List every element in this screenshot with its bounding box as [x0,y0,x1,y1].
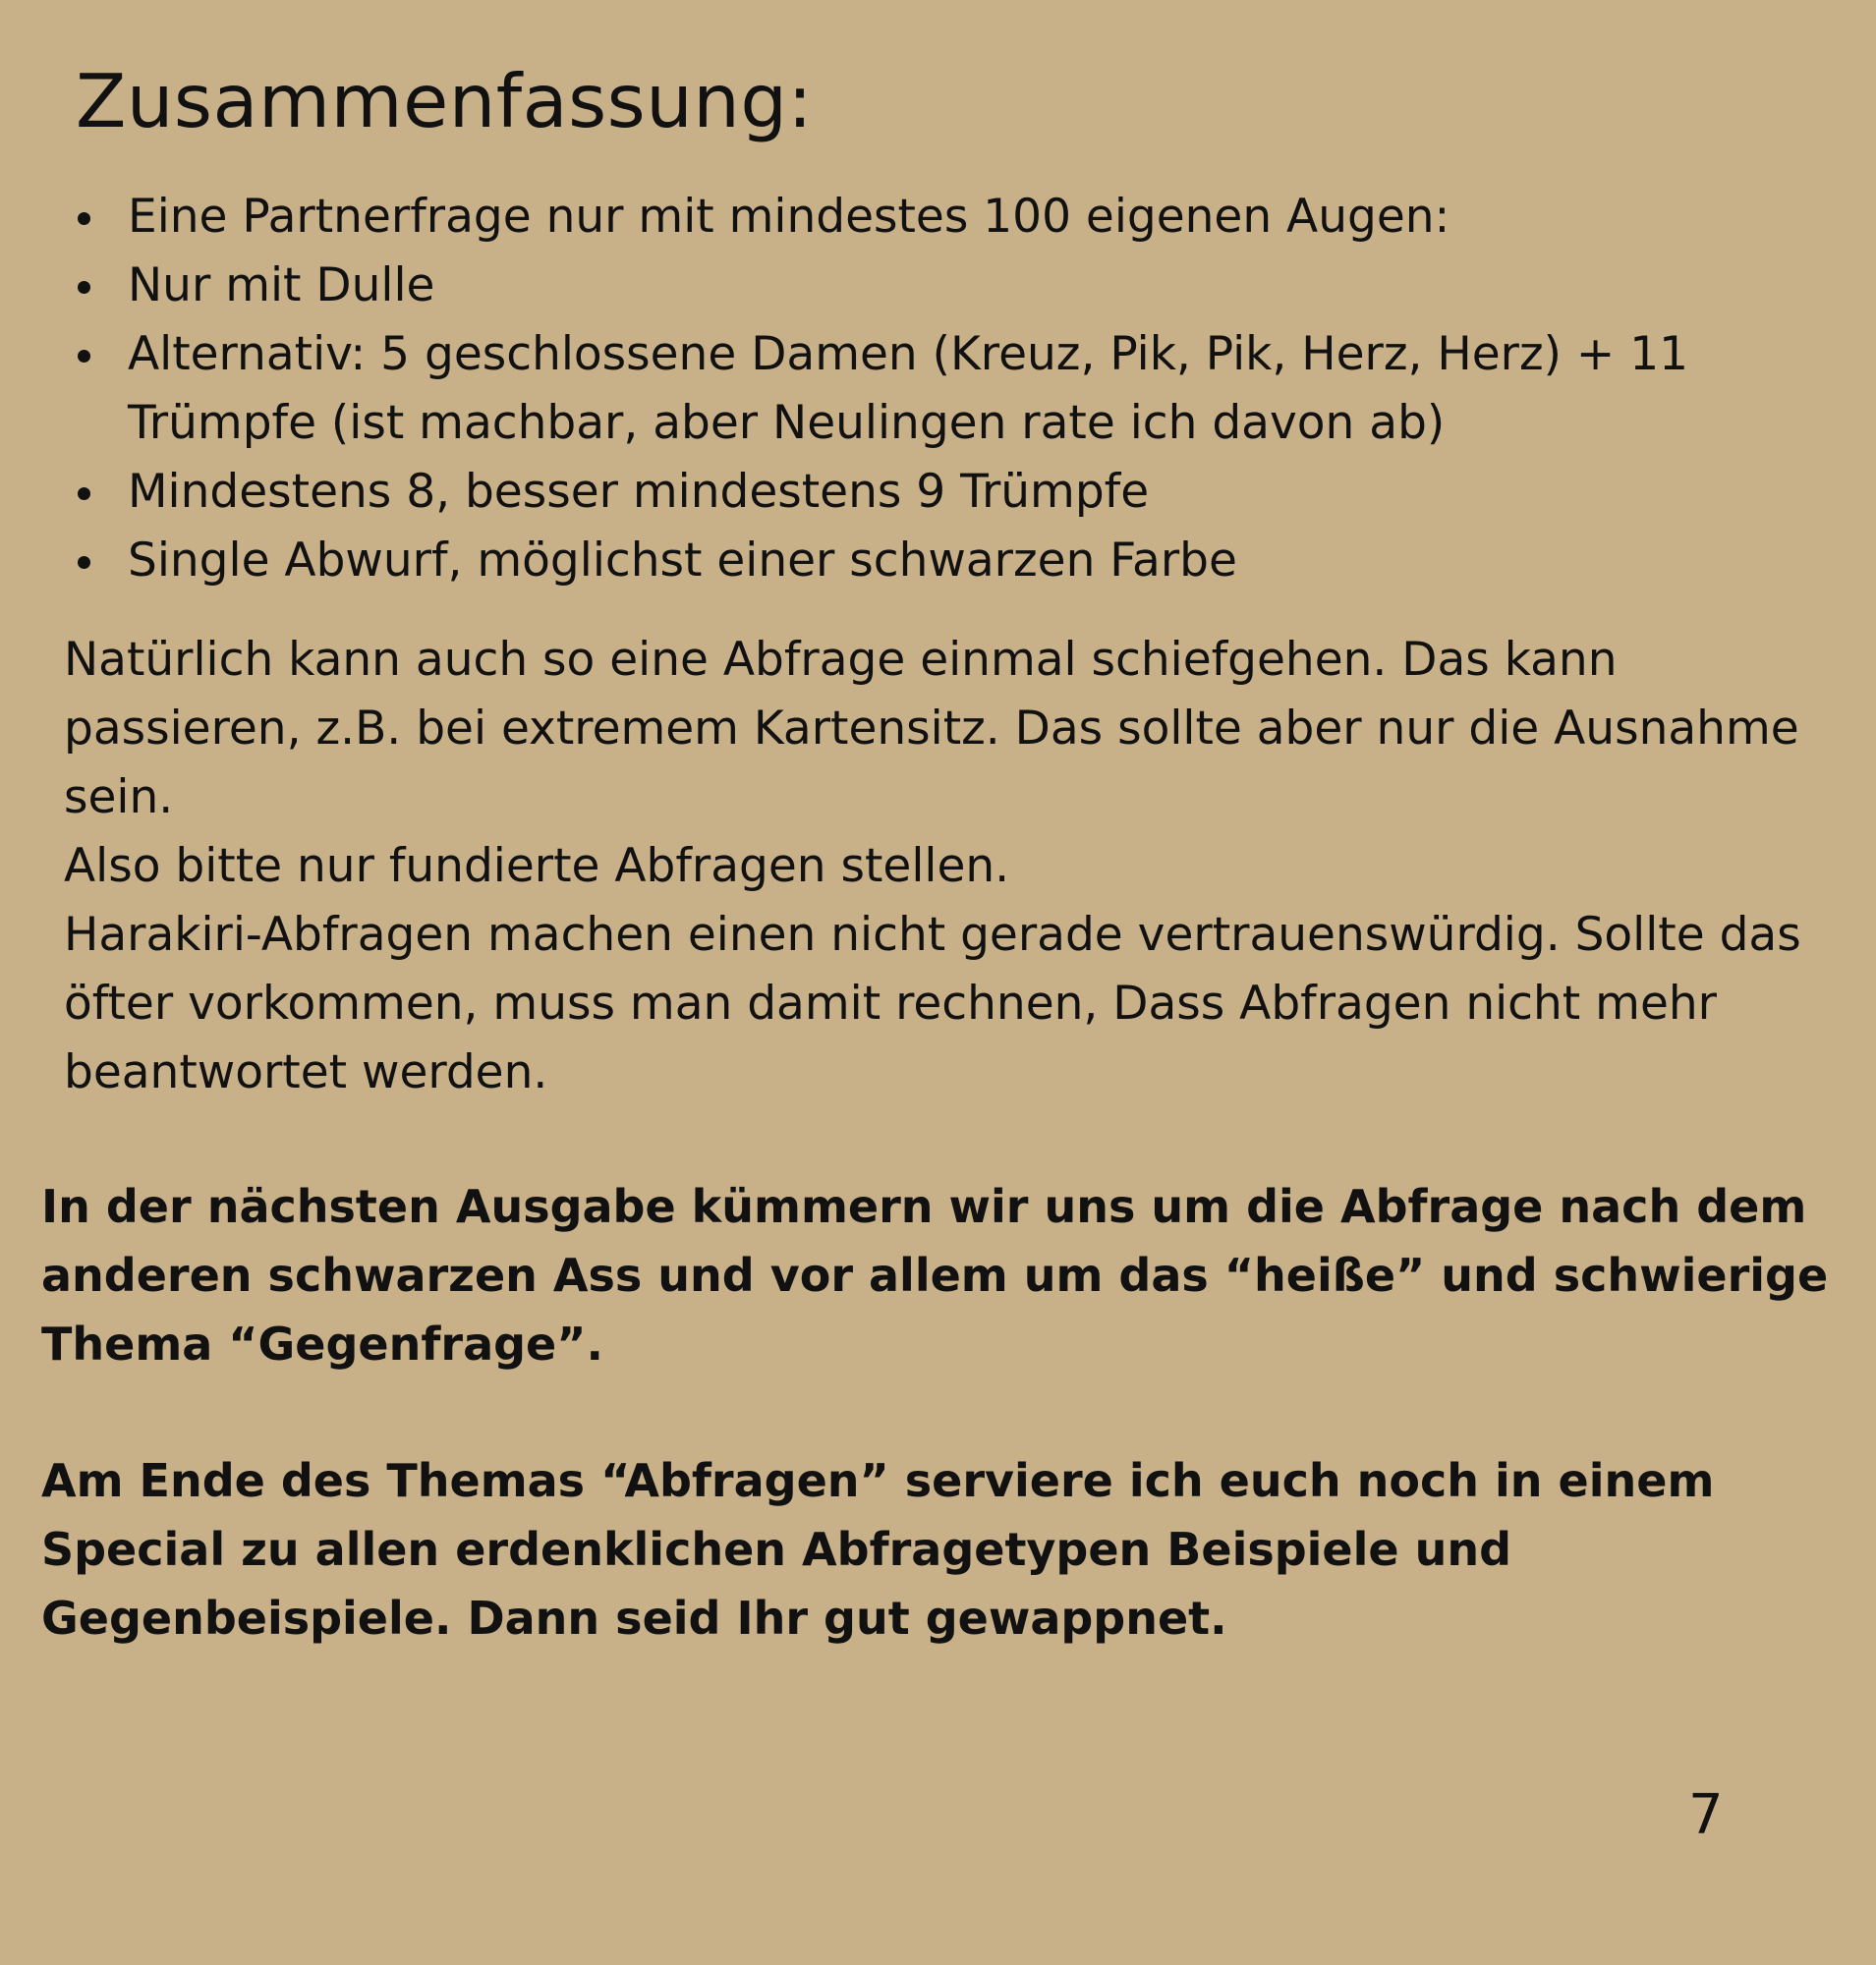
bullet-dot-icon [78,556,90,569]
list-item-text: Alternativ: 5 geschlossene Damen (Kreuz, Pik, Pik, Herz, Herz) + 11 Trümpfe (ist machbar, aber Neulingen rate ich davon ab) [128,327,1689,450]
paragraph: Natürlich kann auch so eine Abfrage einmal schiefgehen. Das kann passieren, z.B. bei extremem Kartensitz. Das sollte aber nur die Ausnahme sein. [64,633,1799,824]
next-issue-note: In der nächsten Ausgabe kümmern wir uns um die Abfrage nach dem anderen schwarzen Ass und vor allem um das “heiße” und schwierige Thema “Gegenfrage”. [41,1180,1829,1371]
list-item-text: Mindestens 8, besser mindestens 9 Trümpfe [128,465,1150,519]
page-title: Zusammenfassung: [76,58,814,144]
paragraph: Harakiri-Abfragen machen einen nicht gerade vertrauenswürdig. Sollte das öfter vorkommen, muss man damit rechnen, Dass Abfragen nicht mehr beantwortet werden. [64,908,1801,1099]
page-number: 7 [1688,1783,1724,1847]
list-item [69,183,1739,252]
bullet-dot-icon [78,487,90,500]
summary-list [69,183,1739,595]
list-item [69,527,1739,595]
list-item [69,320,1739,458]
bullet-dot-icon [78,281,90,294]
bullet-dot-icon [78,350,90,363]
list-item-text: Eine Partnerfrage nur mit mindestes 100 eigenen Augen: [128,190,1450,244]
body-text [64,626,1823,1107]
list-item [69,458,1739,527]
bullet-dot-icon [78,212,90,225]
closing-note: Am Ende des Themas “Abfragen” serviere ich euch noch in einem Special zu allen erdenklichen Abfragetypen Beispiele und Gegenbeispiele. Dann seid Ihr gut gewappnet. [41,1454,1715,1645]
paragraph: Also bitte nur fundierte Abfragen stellen. [64,839,1010,893]
list-item-text: Nur mit Dulle [128,258,435,312]
list-item [69,252,1739,320]
list-item-text: Single Abwurf, möglichst einer schwarzen Farbe [128,533,1237,588]
